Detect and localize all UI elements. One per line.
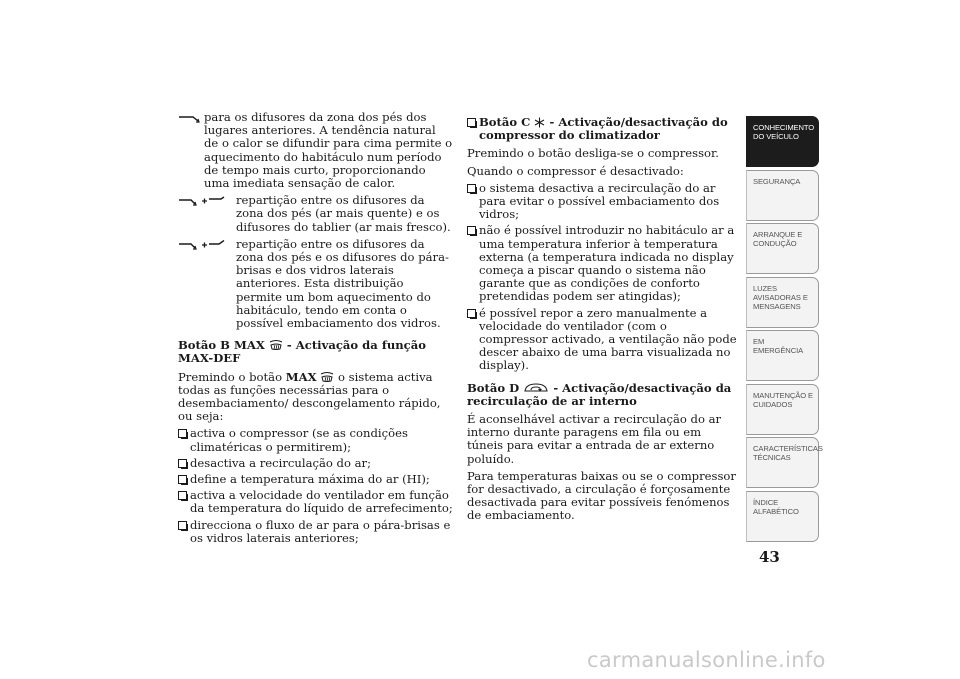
list-item	[178, 457, 453, 470]
list-item	[178, 519, 453, 545]
tab-label: TÉCNICAS	[753, 453, 791, 462]
tab-indice-alfabetico[interactable]	[746, 491, 819, 542]
compressor-paragraph-2: Quando o compressor é desactivado:	[467, 163, 684, 178]
list-item	[467, 307, 739, 373]
checkbox-bullet-icon	[467, 309, 476, 318]
right-column	[467, 116, 739, 527]
tab-label: EM EMERGÊNCIA	[753, 337, 804, 355]
para-post: o sistema activa todas as funções necessárias para o desembaciamento/ descongelamento rápido, ou seja:	[178, 369, 441, 424]
tab-label: CONDUÇÃO	[753, 239, 797, 248]
heading-button-b	[178, 339, 453, 365]
checkbox-bullet-icon	[467, 226, 476, 235]
tab-label: CARACTERÍSTICAS	[753, 444, 823, 453]
feet-dashboard-airflow-icon	[178, 196, 226, 207]
airflow-feet-dashboard-item	[178, 194, 453, 234]
page-number: 43	[759, 548, 780, 566]
list-item	[178, 489, 453, 515]
feet-windscreen-airflow-icon	[178, 240, 226, 251]
recirculation-paragraph-1: É aconselhável activar a recirculação do ar interno durante paragens em fila ou em túneis para evitar a entrada de ar externo poluído.	[467, 412, 722, 466]
tab-label: DO VEÍCULO	[753, 132, 799, 141]
max-def-inline-icon	[320, 371, 334, 383]
airflow-feet-dashboard-text: repartição entre os difusores da zona dos pés (ar mais quente) e os difusores do tablier (ar mais fresco).	[236, 193, 451, 234]
checkbox-bullet-icon	[178, 521, 187, 530]
feet-airflow-icon	[178, 113, 204, 124]
list-item	[178, 427, 453, 453]
para-pre: Premindo o botão	[178, 369, 286, 384]
checkbox-bullet-icon	[178, 491, 187, 500]
tab-label: ALFABÉTICO	[753, 506, 799, 516]
checkbox-bullet-icon	[178, 429, 187, 438]
checkbox-bullet-icon	[467, 118, 476, 127]
tab-label: SEGURANÇA	[753, 176, 801, 186]
tab-em-emergencia[interactable]	[746, 330, 819, 381]
checkbox-bullet-icon	[178, 459, 187, 468]
list-item-text: activa a velocidade do ventilador em função da temperatura do líquido de arrefecimento;	[190, 488, 453, 516]
list-item-text: é possível repor a zero manualmente a velocidade do ventilador (com o compressor activado, a ventilação não pode descer abaixo de uma barra visualizada no display).	[479, 305, 737, 373]
tab-label: MANUTENÇÃO E	[753, 390, 813, 400]
tab-label: AVISADORAS E	[753, 292, 808, 302]
chapter-sidebar	[746, 116, 823, 544]
airflow-feet-item	[178, 111, 453, 190]
heading-c-text: - Activação/desactivação do compressor do climatizador	[479, 115, 728, 143]
list-item-text: o sistema desactiva a recirculação do ar para evitar o possível embaciamento dos vidros;	[479, 180, 720, 222]
tab-arranque-e-conducao[interactable]	[746, 223, 819, 274]
tab-manutencao-e-cuidados[interactable]	[746, 384, 819, 435]
list-item	[467, 182, 739, 222]
tab-caracteristicas-tecnicas[interactable]	[746, 437, 823, 488]
tab-label: CONHECIMENTO	[753, 123, 815, 132]
list-item-text: desactiva a recirculação do ar;	[190, 455, 371, 470]
left-column	[178, 111, 453, 548]
snowflake-icon	[534, 117, 545, 128]
max-def-icon	[269, 339, 283, 351]
checkbox-bullet-icon	[467, 184, 476, 193]
list-item-text: activa o compressor (se as condições climatéricas o permitirem);	[190, 426, 408, 454]
airflow-feet-windscreen-item	[178, 238, 453, 330]
watermark: carmanualsonline.info	[587, 648, 826, 672]
tab-luzes-avisadoras[interactable]	[746, 277, 819, 328]
tab-label: ÍNDICE	[753, 497, 779, 507]
para-max: MAX	[285, 369, 317, 384]
heading-b-label: Botão B MAX	[178, 338, 265, 353]
tab-label: CUIDADOS	[753, 399, 793, 409]
airflow-feet-text: para os difusores da zona dos pés dos lugares anteriores. A tendência natural de o calor se difundir para cima permite o aquecimento do habitáculo num período de tempo mais curto, proporcionando uma imediata sensação de calor.	[204, 110, 453, 191]
heading-d-text: - Activação/desactivação da recirculação de ar interno	[467, 380, 732, 408]
list-item-text: define a temperatura máxima do ar (HI);	[190, 472, 430, 487]
list-item-text: direcciona o fluxo de ar para o pára-brisas e os vidros laterais anteriores;	[190, 517, 451, 545]
checkbox-bullet-icon	[178, 475, 187, 484]
airflow-feet-windscreen-text: repartição entre os difusores da zona dos pés e os difusores do pára-brisas e dos vidros laterais anteriores. Esta distribuição permite um bom aquecimento do habitáculo, tendo em conta o possível embaciamento dos vidros.	[236, 236, 449, 331]
tab-conhecimento-do-veiculo[interactable]	[746, 116, 819, 167]
heading-b-text: - Activação da função MAX-DEF	[178, 338, 426, 366]
max-def-paragraph	[178, 371, 453, 424]
compressor-paragraph-1: Premindo o botão desliga-se o compressor.	[467, 146, 719, 161]
recirculation-icon	[523, 382, 549, 394]
tab-seguranca[interactable]	[746, 170, 819, 221]
tab-label: LUZES	[753, 283, 777, 293]
list-item-text: não é possível introduzir no habitáculo ar a uma temperatura inferior à temperatura externa (a temperatura indicada no display começa a piscar quando o sistema não garante que as condições de conforto pretendidas podem ser atingidas);	[479, 223, 735, 304]
heading-button-d	[467, 382, 739, 408]
heading-d-label: Botão D	[467, 380, 520, 395]
recirculation-paragraph-2: Para temperaturas baixas ou se o compressor for desactivado, a circulação é forçosamente desactivada para evitar possíveis fenómenos de embaciamento.	[467, 468, 736, 523]
tab-label: ARRANQUE E	[753, 230, 803, 239]
heading-button-c	[467, 116, 739, 142]
heading-c-label: Botão C	[479, 115, 531, 129]
list-item	[178, 473, 453, 486]
tab-label: MENSAGENS	[753, 301, 801, 311]
list-item	[467, 224, 739, 303]
